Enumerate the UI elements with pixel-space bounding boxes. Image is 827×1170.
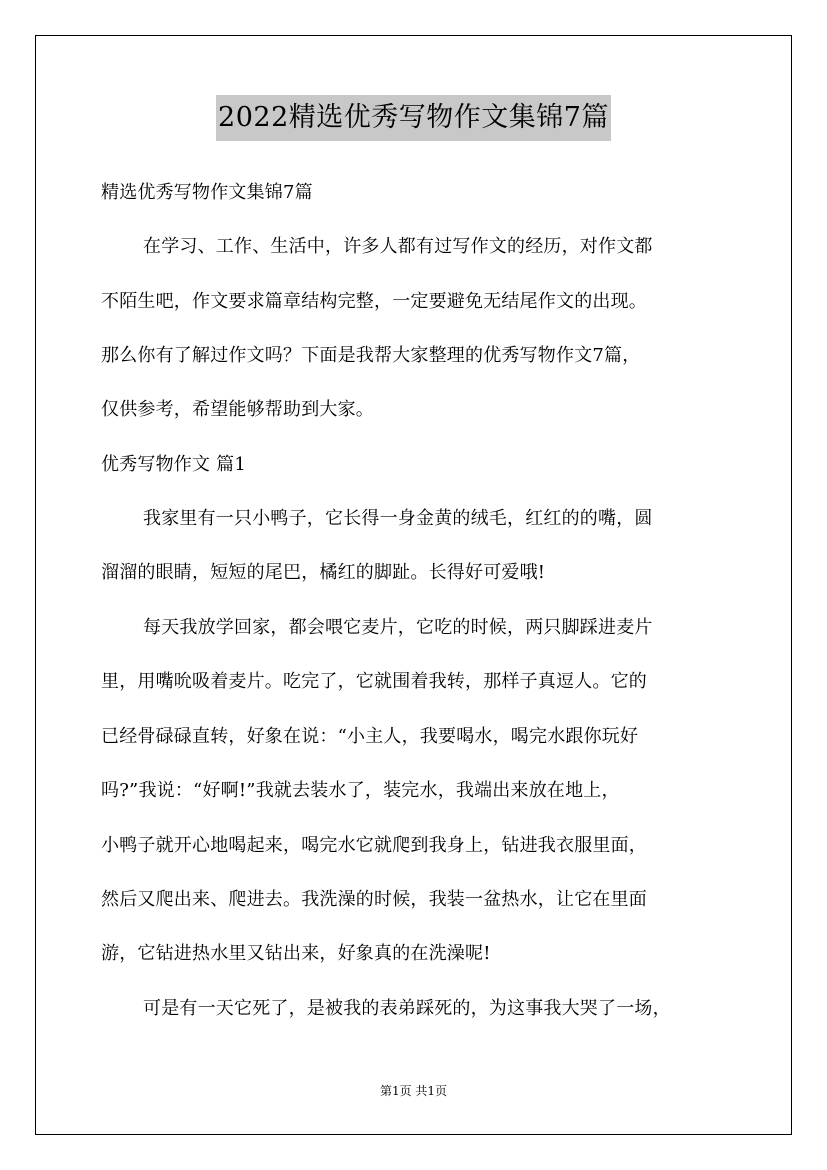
paragraph-line: 每天我放学回家，都会喂它麦片，它吃的时候，两只脚踩进麦片: [143, 617, 653, 638]
paragraph-line: 溜溜的眼睛，短短的尾巴，橘红的脚趾。长得好可爱哦!: [101, 562, 546, 583]
paragraph-line: 在学习、工作、生活中，许多人都有过写作文的经历，对作文都: [143, 236, 653, 257]
paragraph-line: 小鸭子就开心地喝起来，喝完水它就爬到我身上，钻进我衣服里面，: [101, 835, 647, 856]
paragraph-line: 然后又爬出来、爬进去。我洗澡的时候，我装一盆热水，让它在里面: [101, 889, 647, 910]
paragraph-line: 我家里有一只小鸭子，它长得一身金黄的绒毛，红红的的嘴，圆: [143, 508, 653, 529]
page-footer: 第1页 共1页: [379, 1084, 448, 1098]
paragraph-line: 吗?”我说：“好啊!”我就去装水了，装完水，我端出来放在地上，: [101, 780, 620, 801]
document-title: 2022精选优秀写物作文集锦7篇: [216, 95, 611, 141]
subtitle-line: 精选优秀写物作文集锦7篇: [101, 182, 313, 203]
paragraph-line: 仅供参考，希望能够帮助到大家。: [101, 399, 374, 420]
paragraph-line: 里，用嘴吮吸着麦片。吃完了，它就围着我转，那样子真逗人。它的: [101, 671, 647, 692]
title-container: [0, 95, 827, 141]
paragraph-line: 可是有一天它死了，是被我的表弟踩死的，为这事我大哭了一场，: [143, 998, 671, 1019]
paragraph-line: 已经骨碌碌直转，好象在说：“小主人，我要喝水，喝完水跟你玩好: [101, 726, 639, 747]
paragraph-line: 游，它钻进热水里又钻出来，好象真的在洗澡呢!: [101, 943, 491, 964]
paragraph-line: 那么你有了解过作文吗？下面是我帮大家整理的优秀写物作文7篇，: [101, 345, 641, 366]
paragraph-line: 不陌生吧，作文要求篇章结构完整，一定要避免无结尾作文的出现。: [101, 291, 647, 312]
section-heading: 优秀写物作文 篇1: [101, 454, 246, 475]
